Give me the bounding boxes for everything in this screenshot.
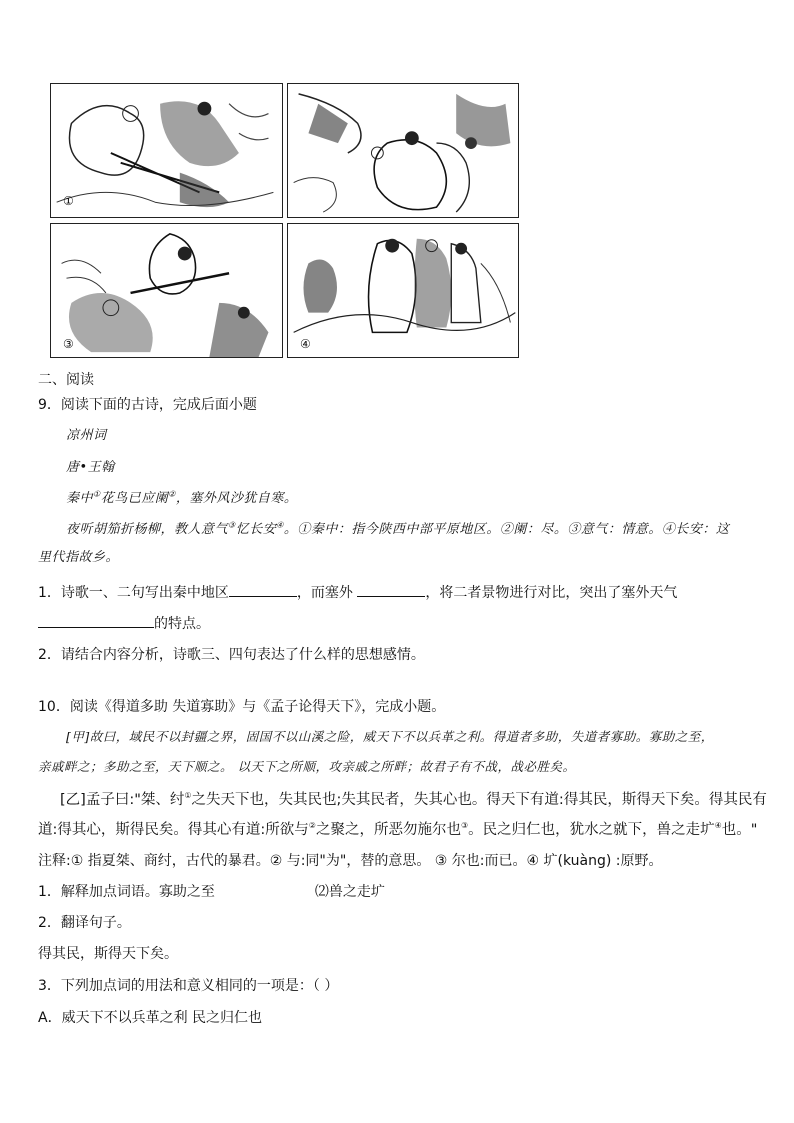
ink-drawing-procession-icon — [288, 224, 518, 357]
poem-author: 唐•王翰 — [66, 460, 115, 475]
panel-number: ③ — [63, 337, 74, 351]
comic-panel-4 — [287, 223, 519, 358]
passage-notes: 注释:① 指夏桀、商纣，古代的暴君。② 与:同"为"，替的意思。 ③ 尔也:而已。④ 圹(kuàng) :原野。 — [38, 853, 663, 869]
q9-prompt: 9．阅读下面的古诗，完成后面小题 — [38, 397, 257, 413]
panel-number: ① — [63, 194, 74, 208]
panel-number: ④ — [300, 337, 311, 351]
q9-sub1: 1．诗歌一、二句写出秦中地区 ，而塞外 ，将二者景物进行对比，突出了塞外天气 — [38, 582, 677, 603]
answer-blank[interactable] — [229, 582, 297, 597]
ink-drawing-monkey-king-fight-icon — [51, 224, 282, 357]
answer-blank[interactable] — [38, 613, 154, 628]
poem-title: 凉州词 — [66, 428, 107, 443]
q9-sub1-cont: 的特点。 — [38, 613, 210, 634]
q10-prompt: 10．阅读《得道多助 失道寡助》与《孟子论得天下》，完成小题。 — [38, 699, 446, 715]
q10-sub2-sentence: 得其民，斯得天下矣。 — [38, 946, 178, 962]
q9-sub2: 2．请结合内容分析，诗歌三、四句表达了什么样的思想感情。 — [38, 647, 425, 663]
ink-drawing-battle-scene-icon — [51, 84, 282, 217]
q10-sub3: 3．下列加点词的用法和意义相同的一项是：（ ） — [38, 978, 339, 994]
passage-yi-line-2: 道:得其心，斯得民矣。得其心有道:所欲与②之聚之，所恶勿施尔也③。民之归仁也，犹水之就下，兽之走圹④也。" — [38, 821, 758, 838]
poem-line-2-with-notes: 夜听胡笳折杨柳，教人意气③忆长安④。①秦中：指今陕西中部平原地区。②阑：尽。③意气：情意。④长安：这 — [66, 520, 730, 537]
comic-panel-2 — [287, 83, 519, 218]
option-a[interactable]: A．威天下不以兵革之利 民之归仁也 — [38, 1010, 263, 1026]
passage-jia-line-1: [甲]故曰，域民不以封疆之界，固国不以山溪之险，威天下不以兵革之利。得道者多助，失道者寡助。寡助之至， — [66, 729, 714, 744]
passage-jia-line-2: 亲戚畔之；多助之至，天下顺之。 以天下之所顺，攻亲戚之所畔；故君子有不战，战必胜矣。 — [38, 759, 576, 774]
q10-sub1: 1．解释加点词语。寡助之至 ⑵兽之走圹 — [38, 884, 385, 900]
passage-yi-line-1: [乙]孟子曰:"桀、纣①之失天下也，失其民也;失其民者，失其心也。得天下有道:得其民，斯得天下矣。得其民有 — [60, 791, 767, 808]
section-heading: 二、阅读 — [38, 372, 94, 388]
poem-line-1: 秦中①花鸟已应阑②，塞外风沙犹自寒。 — [66, 489, 298, 506]
q10-sub2: 2．翻译句子。 — [38, 915, 131, 931]
comic-panel-1 — [50, 83, 283, 218]
ink-drawing-court-scene-icon — [288, 84, 518, 217]
answer-blank[interactable] — [357, 582, 425, 597]
poem-note-cont: 里代指故乡。 — [38, 550, 120, 565]
comic-panel-3 — [50, 223, 283, 358]
